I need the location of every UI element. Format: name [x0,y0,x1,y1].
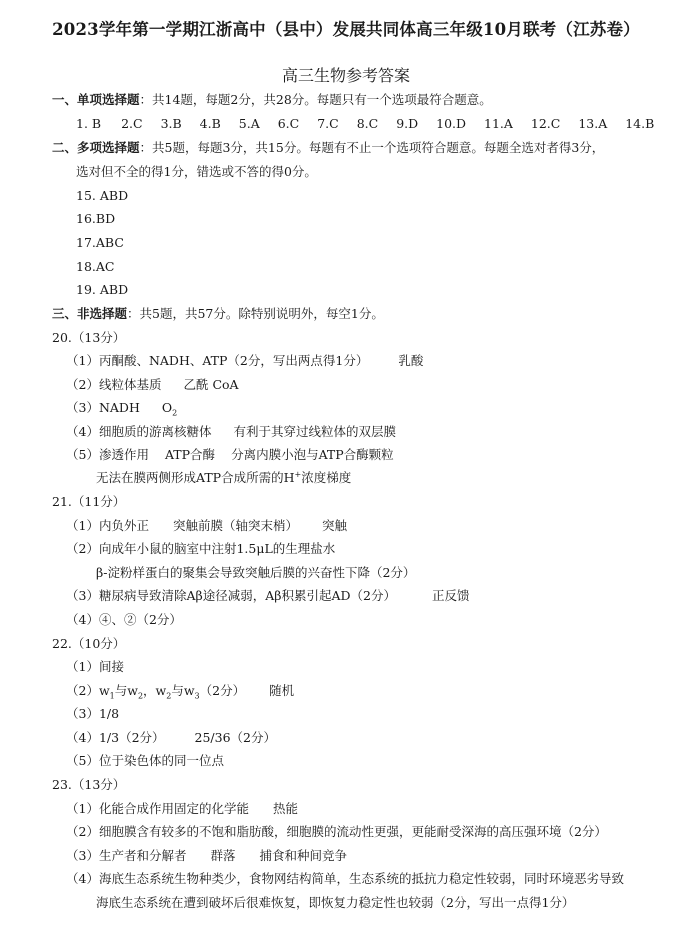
q20-3-answer-b: O [161,400,173,415]
q22-line-5: （5）位于染色体的同一位点 [66,753,224,768]
q20-5-answer-e: 浓度梯度 [301,470,352,485]
q23-1-answer-b: 热能 [272,801,298,816]
answer-4: 4.B [199,116,221,131]
q22-2-sub-3: 2 [166,691,172,701]
q21-1-answer-c: 突触 [321,518,347,533]
answer-10: 10.D [436,116,467,131]
q22-2-sub-1: 1 [109,691,115,701]
q22-2-sub-4: 3 [194,691,200,701]
q21-1-answer-a: （1）内负外正 [66,518,149,533]
q21-line-2: （2）向成年小鼠的脑室中注射1.5μL的生理盐水 [66,541,336,556]
q20-5-answer-a: （5）渗透作用 [66,447,149,462]
answer-16: 16.BD [76,211,116,226]
q20-4-answer-b: 有利于其穿过线粒体的双层膜 [233,424,396,439]
q20-5-superscript: + [294,469,302,479]
q22-2-text-f: 随机 [269,683,295,698]
section-1-answers [76,118,654,131]
section-1-desc: ：共14题，每题2分，共28分。每题只有一个选项最符合题意。 [139,92,492,107]
q23-heading: 23.（13分） [52,777,126,792]
section-2-desc: ：共5题，每题3分，共15分。每题有不止一个选项符合题意。每题全选对者得3分， [139,140,605,155]
q20-line-2 [66,379,239,392]
q23-line-4: （4）海底生态系统生物种类少，食物网结构简单，生态系统的抵抗力稳定性较弱，同时环境恶劣导致 [66,871,624,886]
q21-line-1 [66,520,347,533]
answer-14: 14.B [625,116,655,131]
q20-2-answer-b: 乙酰 CoA [183,377,239,392]
q23-line-1 [66,803,298,816]
section-2-desc-cont: 选对但不全的得1分，错选或不答的得0分。 [76,164,317,179]
section-1-label: 一、单项选择题 [52,92,140,107]
q22-2-text-b: 与w [114,683,138,698]
q22-2-sub-2: 2 [137,691,144,701]
q22-2-text-c: ，w [143,683,167,698]
q20-3-subscript: 2 [172,408,178,418]
answer-6: 6.C [277,116,300,131]
q21-line-4 [66,590,469,603]
answer-17: 17.ABC [76,235,124,250]
q22-heading: 22.（10分） [52,636,126,651]
q22-line-2 [66,683,295,701]
q20-5-answer-c: 分离内膜小泡与ATP合酶颗粒 [231,447,394,462]
answer-5: 5.A [238,116,260,131]
section-2-label: 二、多项选择题 [52,140,140,155]
answer-12: 12.C [530,116,561,131]
section-2-heading [52,142,604,155]
q21-3-answer-a: （3）糖尿病导致清除Aβ途径减弱，Aβ积累引起AD（2分） [66,588,396,603]
q23-3-answer-b: 群落 [210,848,236,863]
answer-13: 13.A [578,116,608,131]
q23-line-5: 海底生态系统在遭到破坏后很难恢复，即恢复力稳定性也较弱（2分，写出一点得1分） [96,895,575,910]
answer-18: 18.AC [76,259,115,274]
answer-1: 1. B [76,116,102,131]
q23-3-answer-c: 捕食和种间竞争 [259,848,347,863]
q21-line-5: （4）④、②（2分） [66,612,182,627]
q23-1-answer-a: （1）化能合成作用固定的化学能 [66,801,249,816]
exam-header: 2023学年第一学期江浙高中（县中）发展共同体高三年级10月联考（江苏卷） [52,20,640,39]
q20-1-answer-b: 乳酸 [398,353,424,368]
q20-line-5 [66,449,394,462]
q20-1-answer-a: （1）丙酮酸、NADH、ATP（2分，写出两点得1分） [66,353,369,368]
q22-4-answer-b: 25/36（2分） [194,730,277,745]
q22-line-4 [66,732,276,745]
q22-2-text-d: 与w [171,683,195,698]
q22-2-text-e: （2分） [199,683,246,698]
q20-line-3 [66,400,178,418]
answer-11: 11.A [484,116,513,131]
answer-19: 19. ABD [76,282,129,297]
answer-15: 15. ABD [76,188,129,203]
q20-4-answer-a: （4）细胞质的游离核糖体 [66,424,212,439]
section-1-heading [52,94,492,107]
answer-7: 7.C [317,116,339,131]
q23-line-2: （2）细胞膜含有较多的不饱和脂肪酸，细胞膜的流动性更强，更能耐受深海的高压强环境（2分） [66,824,607,839]
section-3-label: 三、非选择题 [52,306,128,321]
q20-line-4 [66,426,396,439]
answer-2: 2.C [121,116,143,131]
answer-9: 9.D [396,116,419,131]
q20-5-answer-d: 无法在膜两侧形成ATP合成所需的H [96,470,295,485]
q20-2-answer-a: （2）线粒体基质 [66,377,162,392]
q20-3-answer-a: （3）NADH [66,400,140,415]
section-3-desc: ：共5题，共57分。除特别说明外，每空1分。 [127,306,384,321]
q22-line-3: （3）1/8 [66,706,120,721]
q23-line-3 [66,850,347,863]
page-title: 高三生物参考答案 [281,66,410,85]
q21-1-answer-b: 突触前膜（轴突末梢） [172,518,298,533]
q22-line-1: （1）间接 [66,659,124,674]
q22-2-text-a: （2）w [66,683,110,698]
q20-5-answer-b: ATP合酶 [164,447,216,462]
q21-3-answer-b: 正反馈 [431,588,470,603]
q23-3-answer-a: （3）生产者和分解者 [66,848,187,863]
q20-heading: 20.（13分） [52,330,126,345]
q21-heading: 21.（11分） [52,494,126,509]
section-3-heading [52,308,384,321]
answer-3: 3.B [160,116,182,131]
answer-8: 8.C [356,116,379,131]
q22-4-answer-a: （4）1/3（2分） [66,730,165,745]
q20-line-6 [96,469,352,485]
q20-line-1 [66,355,423,368]
q21-line-3: β-淀粉样蛋白的聚集会导致突触后膜的兴奋性下降（2分） [96,565,416,580]
